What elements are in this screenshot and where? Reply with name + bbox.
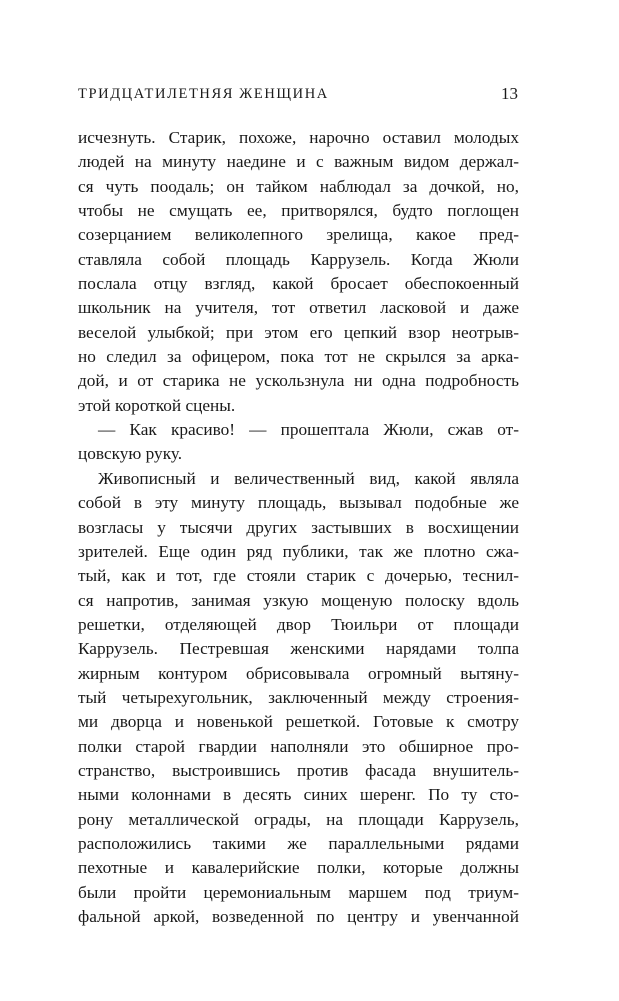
text-line: созерцанием великолепного зрелища, какое пред- [78, 225, 519, 245]
page-number: 13 [501, 84, 518, 103]
text-line: были пройти церемониальным маршем под триум- [78, 882, 519, 902]
text-line: ставляла собой площадь Каррузель. Когда Жюли [78, 249, 519, 269]
text-line: собой в эту минуту площадь, вызывал подобные же [78, 493, 519, 513]
text-line: тый, как и тот, где стояли старик с дочерью, теснил- [78, 566, 519, 586]
running-head [78, 82, 518, 106]
running-title: ТРИДЦАТИЛЕТНЯЯ ЖЕНЩИНА [78, 86, 329, 102]
text-line: ными колоннами в десять синих шеренг. По ту сто- [78, 785, 519, 805]
text-line: тый четырехугольник, заключенный между строения- [78, 687, 519, 707]
text-line: расположились такими же параллельными рядами [78, 833, 519, 853]
text-line: полки старой гвардии наполняли это обширное про- [78, 736, 519, 756]
text-line: — Как красиво! — прошептала Жюли, сжав от- [98, 420, 519, 440]
text-line: веселой улыбкой; при этом его цепкий взор неотрыв- [78, 322, 519, 342]
text-line: пехотные и кавалерийские полки, которые должны [78, 858, 519, 878]
text-line: возгласы у тысячи других застывших в восхищении [78, 517, 519, 537]
text-line: школьник на учителя, тот ответил ласковой и даже [78, 298, 519, 318]
text-line: Каррузель. Пестревшая женскими нарядами толпа [78, 639, 519, 659]
text-line: ми дворца и новенькой решеткой. Готовые к смотру [78, 712, 519, 732]
text-line: исчезнуть. Старик, похоже, нарочно оставил молодых [78, 128, 519, 147]
text-line: этой короткой сцены. [78, 395, 236, 415]
text-line: решетки, отделяющей двор Тюильри от площади [78, 614, 519, 634]
text-line: Живописный и величественный вид, какой являла [98, 468, 519, 488]
text-line: дой, и от старика не ускользнула ни одна подробность [78, 371, 519, 391]
text-line: фальной аркой, возведенной по центру и увенчанной [78, 907, 519, 926]
text-line: послала отцу взгляд, какой бросает обеспокоенный [78, 274, 519, 294]
text-line: ся напротив, занимая узкую мощеную полоску вдоль [78, 590, 519, 610]
text-line: зрителей. Еще один ряд публики, так же плотно сжа- [78, 541, 519, 561]
text-line: ся чуть поодаль; он тайком наблюдал за дочкой, но, [78, 176, 519, 196]
text-line: но следил за офицером, пока тот не скрылся за арка- [78, 347, 519, 367]
text-line: жирным контуром обрисовывала огромный вытяну- [78, 663, 519, 683]
text-line: людей на минуту наедине и с важным видом держал- [78, 152, 519, 172]
body-text [78, 126, 519, 929]
text-line: странство, выстроившись против фасада внушитель- [78, 760, 519, 780]
text-line: чтобы не смущать ее, притворялся, будто поглощен [78, 201, 519, 221]
text-line: цовскую руку. [78, 444, 183, 464]
text-line: рону металлической ограды, на площади Каррузель, [78, 809, 519, 829]
